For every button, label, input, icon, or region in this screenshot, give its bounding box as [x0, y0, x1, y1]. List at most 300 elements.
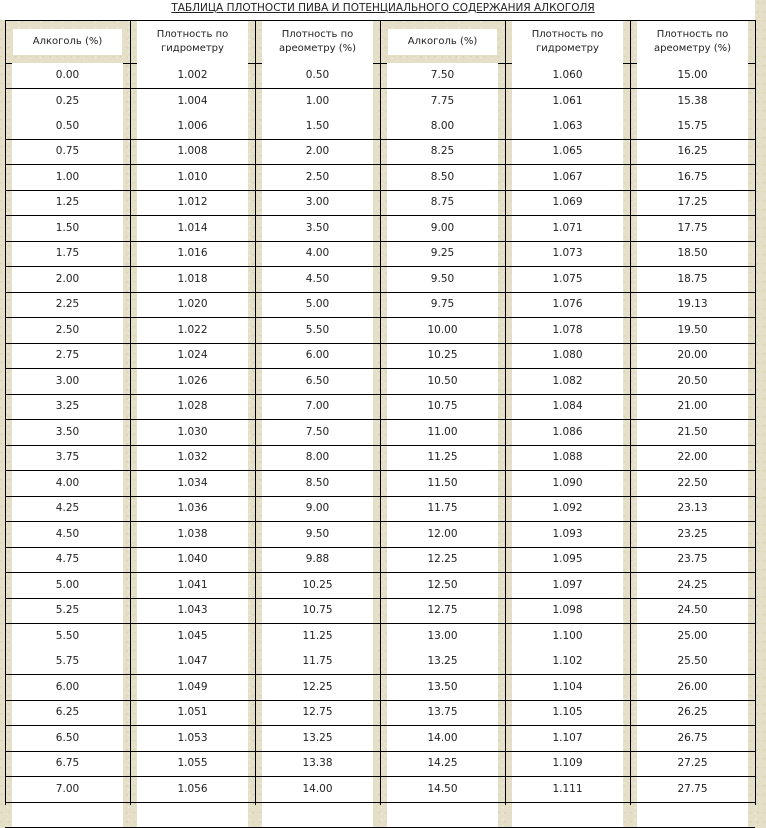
cell-areometer-density	[630, 395, 755, 420]
cell-value: 12.50	[427, 579, 457, 592]
header-cell-hydrometer-density	[505, 21, 630, 63]
cell-areometer-density	[255, 599, 380, 624]
cell-value: 2.50	[306, 171, 329, 184]
cell-areometer-density	[630, 446, 755, 471]
cell-value: 6.50	[56, 732, 79, 745]
cell-alcohol	[5, 242, 130, 267]
cell-value: 0.00	[56, 69, 79, 82]
cell-value: 8.25	[431, 145, 454, 158]
cell-hydrometer-density	[505, 293, 630, 318]
cell-hydrometer-density	[130, 599, 255, 624]
cell-areometer-density	[630, 599, 755, 624]
cell-areometer-density	[255, 726, 380, 751]
cell-value: 7.00	[306, 400, 329, 413]
cell-value: 5.75	[56, 655, 79, 668]
cell-value: 3.50	[306, 222, 329, 235]
cell-hydrometer-density	[505, 675, 630, 700]
cell-areometer-density	[630, 369, 755, 394]
cell-hydrometer-density	[130, 242, 255, 267]
cell-value: 15.38	[677, 95, 707, 108]
cell-value: 1.080	[552, 349, 582, 362]
cell-value: 14.00	[427, 732, 457, 745]
cell-alcohol	[380, 803, 505, 828]
cell-value: 1.095	[552, 553, 582, 566]
header-label: ареометру (%)	[654, 42, 731, 56]
cell-value: 13.50	[427, 681, 457, 694]
cell-alcohol	[380, 267, 505, 292]
cell-value: 1.088	[552, 451, 582, 464]
cell-hydrometer-density	[505, 140, 630, 165]
cell-areometer-density	[255, 497, 380, 522]
cell-value: 1.016	[177, 247, 207, 260]
cell-value: 22.50	[677, 477, 707, 490]
cell-value: 25.50	[677, 655, 707, 668]
header-label: Плотность по	[532, 28, 604, 42]
cell-value: 2.00	[306, 145, 329, 158]
cell-value: 7.50	[306, 426, 329, 439]
cell-value: 3.00	[56, 375, 79, 388]
cell-value: 1.50	[56, 222, 79, 235]
cell-hydrometer-density	[505, 89, 630, 139]
cell-value: 7.75	[431, 95, 454, 108]
cell-value: 1.047	[177, 655, 207, 668]
cell-value: 1.097	[552, 579, 582, 592]
cell-alcohol	[380, 369, 505, 394]
cell-value: 1.012	[177, 196, 207, 209]
header-label: Плотность по	[657, 28, 729, 42]
cell-value: 1.036	[177, 502, 207, 515]
cell-value: 1.010	[177, 171, 207, 184]
cell-areometer-density	[255, 446, 380, 471]
cell-alcohol	[5, 446, 130, 471]
cell-areometer-density	[255, 318, 380, 343]
cell-hydrometer-density	[505, 191, 630, 216]
cell-value: 12.00	[427, 528, 457, 541]
cell-areometer-density	[255, 675, 380, 700]
cell-alcohol	[5, 395, 130, 420]
cell-hydrometer-density	[505, 497, 630, 522]
header-cell-alcohol	[380, 21, 505, 63]
cell-value: 26.00	[677, 681, 707, 694]
cell-value: 7.00	[56, 783, 79, 796]
cell-value: 13.25	[427, 655, 457, 668]
header-cell-areometer-density	[255, 21, 380, 63]
cell-alcohol	[5, 701, 130, 726]
cell-value: 18.50	[677, 247, 707, 260]
cell-alcohol	[380, 752, 505, 777]
cell-value: 13.75	[427, 706, 457, 719]
cell-value: 1.090	[552, 477, 582, 490]
cell-value: 1.056	[177, 783, 207, 796]
cell-hydrometer-density	[130, 446, 255, 471]
cell-value: 10.25	[302, 579, 332, 592]
cell-hydrometer-density	[130, 63, 255, 88]
column-divider	[630, 20, 631, 805]
cell-areometer-density	[255, 548, 380, 573]
column-divider	[505, 20, 506, 805]
cell-areometer-density	[630, 140, 755, 165]
cell-alcohol	[5, 420, 130, 445]
cell-alcohol	[380, 165, 505, 190]
cell-value: 1.063	[552, 120, 582, 133]
cell-value: 23.13	[677, 502, 707, 515]
cell-alcohol	[380, 318, 505, 343]
cell-alcohol	[380, 624, 505, 674]
cell-value: 1.006	[177, 120, 207, 133]
cell-alcohol	[380, 395, 505, 420]
cell-alcohol	[380, 497, 505, 522]
cell-hydrometer-density	[505, 701, 630, 726]
cell-hydrometer-density	[130, 701, 255, 726]
cell-alcohol	[380, 293, 505, 318]
cell-hydrometer-density	[130, 293, 255, 318]
cell-value: 17.25	[677, 196, 707, 209]
cell-hydrometer-density	[505, 726, 630, 751]
cell-hydrometer-density	[505, 242, 630, 267]
cell-hydrometer-density	[505, 369, 630, 394]
cell-value: 5.00	[56, 579, 79, 592]
cell-value: 1.076	[552, 298, 582, 311]
cell-hydrometer-density	[130, 548, 255, 573]
cell-value: 6.75	[56, 757, 79, 770]
cell-areometer-density	[255, 471, 380, 496]
cell-value: 13.25	[302, 732, 332, 745]
cell-value: 1.002	[177, 69, 207, 82]
cell-value: 1.065	[552, 145, 582, 158]
cell-value: 20.50	[677, 375, 707, 388]
cell-areometer-density	[255, 777, 380, 802]
cell-value: 1.102	[552, 655, 582, 668]
cell-areometer-density	[255, 63, 380, 88]
cell-alcohol	[5, 293, 130, 318]
cell-value: 4.00	[306, 247, 329, 260]
cell-value: 1.084	[552, 400, 582, 413]
cell-hydrometer-density	[505, 624, 630, 674]
cell-alcohol	[5, 726, 130, 751]
cell-areometer-density	[630, 267, 755, 292]
cell-value: 1.75	[56, 247, 79, 260]
cell-areometer-density	[630, 89, 755, 139]
cell-alcohol	[5, 344, 130, 369]
cell-value: 4.25	[56, 502, 79, 515]
cell-alcohol	[5, 777, 130, 802]
cell-value: 9.00	[431, 222, 454, 235]
cell-value: 24.25	[677, 579, 707, 592]
cell-value: 20.00	[677, 349, 707, 362]
cell-hydrometer-density	[130, 420, 255, 445]
cell-hydrometer-density	[505, 471, 630, 496]
cell-value: 8.00	[306, 451, 329, 464]
cell-hydrometer-density	[505, 267, 630, 292]
cell-alcohol	[5, 267, 130, 292]
cell-value: 13.38	[302, 757, 332, 770]
cell-value: 21.00	[677, 400, 707, 413]
cell-value: 27.25	[677, 757, 707, 770]
cell-hydrometer-density	[505, 777, 630, 802]
cell-alcohol	[5, 165, 130, 190]
cell-areometer-density	[630, 471, 755, 496]
cell-value: 1.049	[177, 681, 207, 694]
cell-alcohol	[380, 522, 505, 547]
cell-hydrometer-density	[130, 165, 255, 190]
cell-value: 3.75	[56, 451, 79, 464]
cell-value: 12.75	[427, 604, 457, 617]
cell-areometer-density	[255, 395, 380, 420]
cell-value: 14.00	[302, 783, 332, 796]
header-cell-areometer-density	[630, 21, 755, 63]
cell-alcohol	[5, 191, 130, 216]
cell-value: 2.25	[56, 298, 79, 311]
cell-alcohol	[380, 446, 505, 471]
cell-value: 0.50	[56, 120, 79, 133]
cell-value: 16.75	[677, 171, 707, 184]
cell-areometer-density	[630, 497, 755, 522]
cell-value: 26.25	[677, 706, 707, 719]
cell-value: 18.75	[677, 273, 707, 286]
cell-alcohol	[380, 242, 505, 267]
cell-areometer-density	[255, 89, 380, 139]
cell-areometer-density	[630, 701, 755, 726]
cell-value: 10.00	[427, 324, 457, 337]
cell-value: 5.50	[306, 324, 329, 337]
cell-hydrometer-density	[130, 522, 255, 547]
cell-alcohol	[5, 63, 130, 88]
cell-value: 9.50	[306, 528, 329, 541]
cell-value: 24.50	[677, 604, 707, 617]
cell-value: 1.008	[177, 145, 207, 158]
cell-value: 6.00	[306, 349, 329, 362]
cell-hydrometer-density	[130, 777, 255, 802]
cell-value: 13.00	[427, 630, 457, 643]
cell-value: 6.50	[306, 375, 329, 388]
cell-value: 8.50	[431, 171, 454, 184]
cell-value: 1.078	[552, 324, 582, 337]
cell-value: 5.50	[56, 630, 79, 643]
cell-value: 1.067	[552, 171, 582, 184]
cell-value: 1.045	[177, 630, 207, 643]
cell-areometer-density	[630, 522, 755, 547]
cell-hydrometer-density	[130, 191, 255, 216]
cell-value: 9.50	[431, 273, 454, 286]
cell-value: 10.50	[427, 375, 457, 388]
cell-value: 21.50	[677, 426, 707, 439]
cell-areometer-density	[630, 63, 755, 88]
cell-areometer-density	[255, 293, 380, 318]
cell-alcohol	[380, 63, 505, 88]
cell-alcohol	[5, 522, 130, 547]
cell-hydrometer-density	[505, 216, 630, 241]
cell-value: 4.50	[56, 528, 79, 541]
cell-alcohol	[5, 803, 130, 828]
cell-alcohol	[380, 420, 505, 445]
cell-areometer-density	[630, 216, 755, 241]
column-divider	[255, 20, 256, 805]
cell-value: 6.00	[56, 681, 79, 694]
cell-alcohol	[5, 497, 130, 522]
cell-value: 14.25	[427, 757, 457, 770]
cell-value: 12.75	[302, 706, 332, 719]
table-title: ТАБЛИЦА ПЛОТНОСТИ ПИВА И ПОТЕНЦИАЛЬНОГО СОДЕРЖАНИЯ АЛКОГОЛЯ	[0, 2, 766, 14]
cell-value: 0.25	[56, 95, 79, 108]
cell-value: 9.25	[431, 247, 454, 260]
cell-value: 9.75	[431, 298, 454, 311]
cell-value: 1.075	[552, 273, 582, 286]
cell-value: 4.50	[306, 273, 329, 286]
cell-value: 11.75	[302, 655, 332, 668]
cell-hydrometer-density	[505, 752, 630, 777]
cell-value: 10.25	[427, 349, 457, 362]
cell-hydrometer-density	[130, 624, 255, 674]
cell-value: 12.25	[302, 681, 332, 694]
cell-alcohol	[380, 89, 505, 139]
cell-value: 1.092	[552, 502, 582, 515]
cell-alcohol	[5, 89, 130, 139]
cell-value: 2.00	[56, 273, 79, 286]
cell-value: 1.020	[177, 298, 207, 311]
cell-areometer-density	[255, 140, 380, 165]
cell-value: 3.50	[56, 426, 79, 439]
cell-hydrometer-density	[505, 803, 630, 828]
cell-hydrometer-density	[130, 471, 255, 496]
cell-alcohol	[380, 573, 505, 598]
cell-value: 1.018	[177, 273, 207, 286]
cell-value: 8.50	[306, 477, 329, 490]
cell-areometer-density	[255, 344, 380, 369]
cell-value: 1.026	[177, 375, 207, 388]
cell-hydrometer-density	[130, 140, 255, 165]
cell-value: 14.50	[427, 783, 457, 796]
cell-areometer-density	[255, 701, 380, 726]
cell-value: 1.105	[552, 706, 582, 719]
cell-areometer-density	[630, 165, 755, 190]
cell-areometer-density	[255, 624, 380, 674]
cell-value: 5.00	[306, 298, 329, 311]
cell-alcohol	[380, 191, 505, 216]
cell-value: 23.75	[677, 553, 707, 566]
cell-alcohol	[5, 471, 130, 496]
cell-value: 1.041	[177, 579, 207, 592]
cell-alcohol	[5, 318, 130, 343]
column-divider	[130, 20, 131, 805]
cell-value: 3.25	[56, 400, 79, 413]
cell-value: 1.004	[177, 95, 207, 108]
cell-value: 1.055	[177, 757, 207, 770]
cell-areometer-density	[255, 165, 380, 190]
cell-value: 12.25	[427, 553, 457, 566]
cell-areometer-density	[255, 803, 380, 828]
cell-hydrometer-density	[505, 165, 630, 190]
cell-areometer-density	[255, 191, 380, 216]
cell-value: 1.028	[177, 400, 207, 413]
column-divider	[380, 20, 381, 805]
cell-areometer-density	[255, 216, 380, 241]
cell-alcohol	[380, 701, 505, 726]
cell-areometer-density	[630, 624, 755, 674]
cell-alcohol	[380, 344, 505, 369]
cell-areometer-density	[630, 777, 755, 802]
cell-alcohol	[5, 369, 130, 394]
cell-alcohol	[380, 140, 505, 165]
cell-hydrometer-density	[505, 548, 630, 573]
header-label: ареометру (%)	[279, 42, 356, 56]
cell-alcohol	[5, 752, 130, 777]
cell-hydrometer-density	[505, 446, 630, 471]
cell-alcohol	[5, 140, 130, 165]
cell-value: 8.00	[431, 120, 454, 133]
cell-value: 1.00	[56, 171, 79, 184]
cell-value: 1.024	[177, 349, 207, 362]
cell-areometer-density	[630, 191, 755, 216]
cell-areometer-density	[630, 726, 755, 751]
cell-hydrometer-density	[130, 395, 255, 420]
cell-value: 19.50	[677, 324, 707, 337]
cell-alcohol	[5, 624, 130, 674]
cell-value: 10.75	[427, 400, 457, 413]
cell-value: 23.25	[677, 528, 707, 541]
cell-value: 9.00	[306, 502, 329, 515]
cell-value: 1.038	[177, 528, 207, 541]
cell-hydrometer-density	[130, 726, 255, 751]
cell-value: 15.75	[677, 120, 707, 133]
cell-value: 6.25	[56, 706, 79, 719]
cell-value: 1.040	[177, 553, 207, 566]
header-label: Алкоголь (%)	[33, 35, 103, 49]
cell-areometer-density	[630, 293, 755, 318]
cell-areometer-density	[630, 573, 755, 598]
cell-value: 1.25	[56, 196, 79, 209]
cell-value: 26.75	[677, 732, 707, 745]
cell-hydrometer-density	[130, 318, 255, 343]
cell-value: 1.104	[552, 681, 582, 694]
cell-areometer-density	[630, 548, 755, 573]
cell-areometer-density	[630, 752, 755, 777]
cell-alcohol	[380, 216, 505, 241]
cell-value: 1.00	[306, 95, 329, 108]
cell-value: 1.093	[552, 528, 582, 541]
cell-alcohol	[380, 471, 505, 496]
cell-value: 4.75	[56, 553, 79, 566]
cell-areometer-density	[255, 752, 380, 777]
cell-value: 1.50	[306, 120, 329, 133]
header-cell-hydrometer-density	[130, 21, 255, 63]
cell-hydrometer-density	[505, 344, 630, 369]
cell-value: 1.014	[177, 222, 207, 235]
cell-value: 19.13	[677, 298, 707, 311]
cell-value: 1.061	[552, 95, 582, 108]
cell-value: 11.25	[302, 630, 332, 643]
cell-value: 1.022	[177, 324, 207, 337]
cell-areometer-density	[255, 522, 380, 547]
cell-alcohol	[380, 599, 505, 624]
cell-areometer-density	[630, 344, 755, 369]
cell-value: 1.051	[177, 706, 207, 719]
cell-value: 2.75	[56, 349, 79, 362]
cell-hydrometer-density	[130, 216, 255, 241]
column-divider	[755, 20, 756, 805]
cell-value: 1.109	[552, 757, 582, 770]
cell-value: 5.25	[56, 604, 79, 617]
cell-value: 1.060	[552, 69, 582, 82]
header-cell-alcohol	[5, 21, 130, 63]
cell-value: 1.053	[177, 732, 207, 745]
cell-value: 9.88	[306, 553, 329, 566]
cell-alcohol	[5, 216, 130, 241]
cell-value: 25.00	[677, 630, 707, 643]
cell-value: 1.107	[552, 732, 582, 745]
cell-value: 11.50	[427, 477, 457, 490]
cell-value: 1.030	[177, 426, 207, 439]
cell-value: 27.75	[677, 783, 707, 796]
